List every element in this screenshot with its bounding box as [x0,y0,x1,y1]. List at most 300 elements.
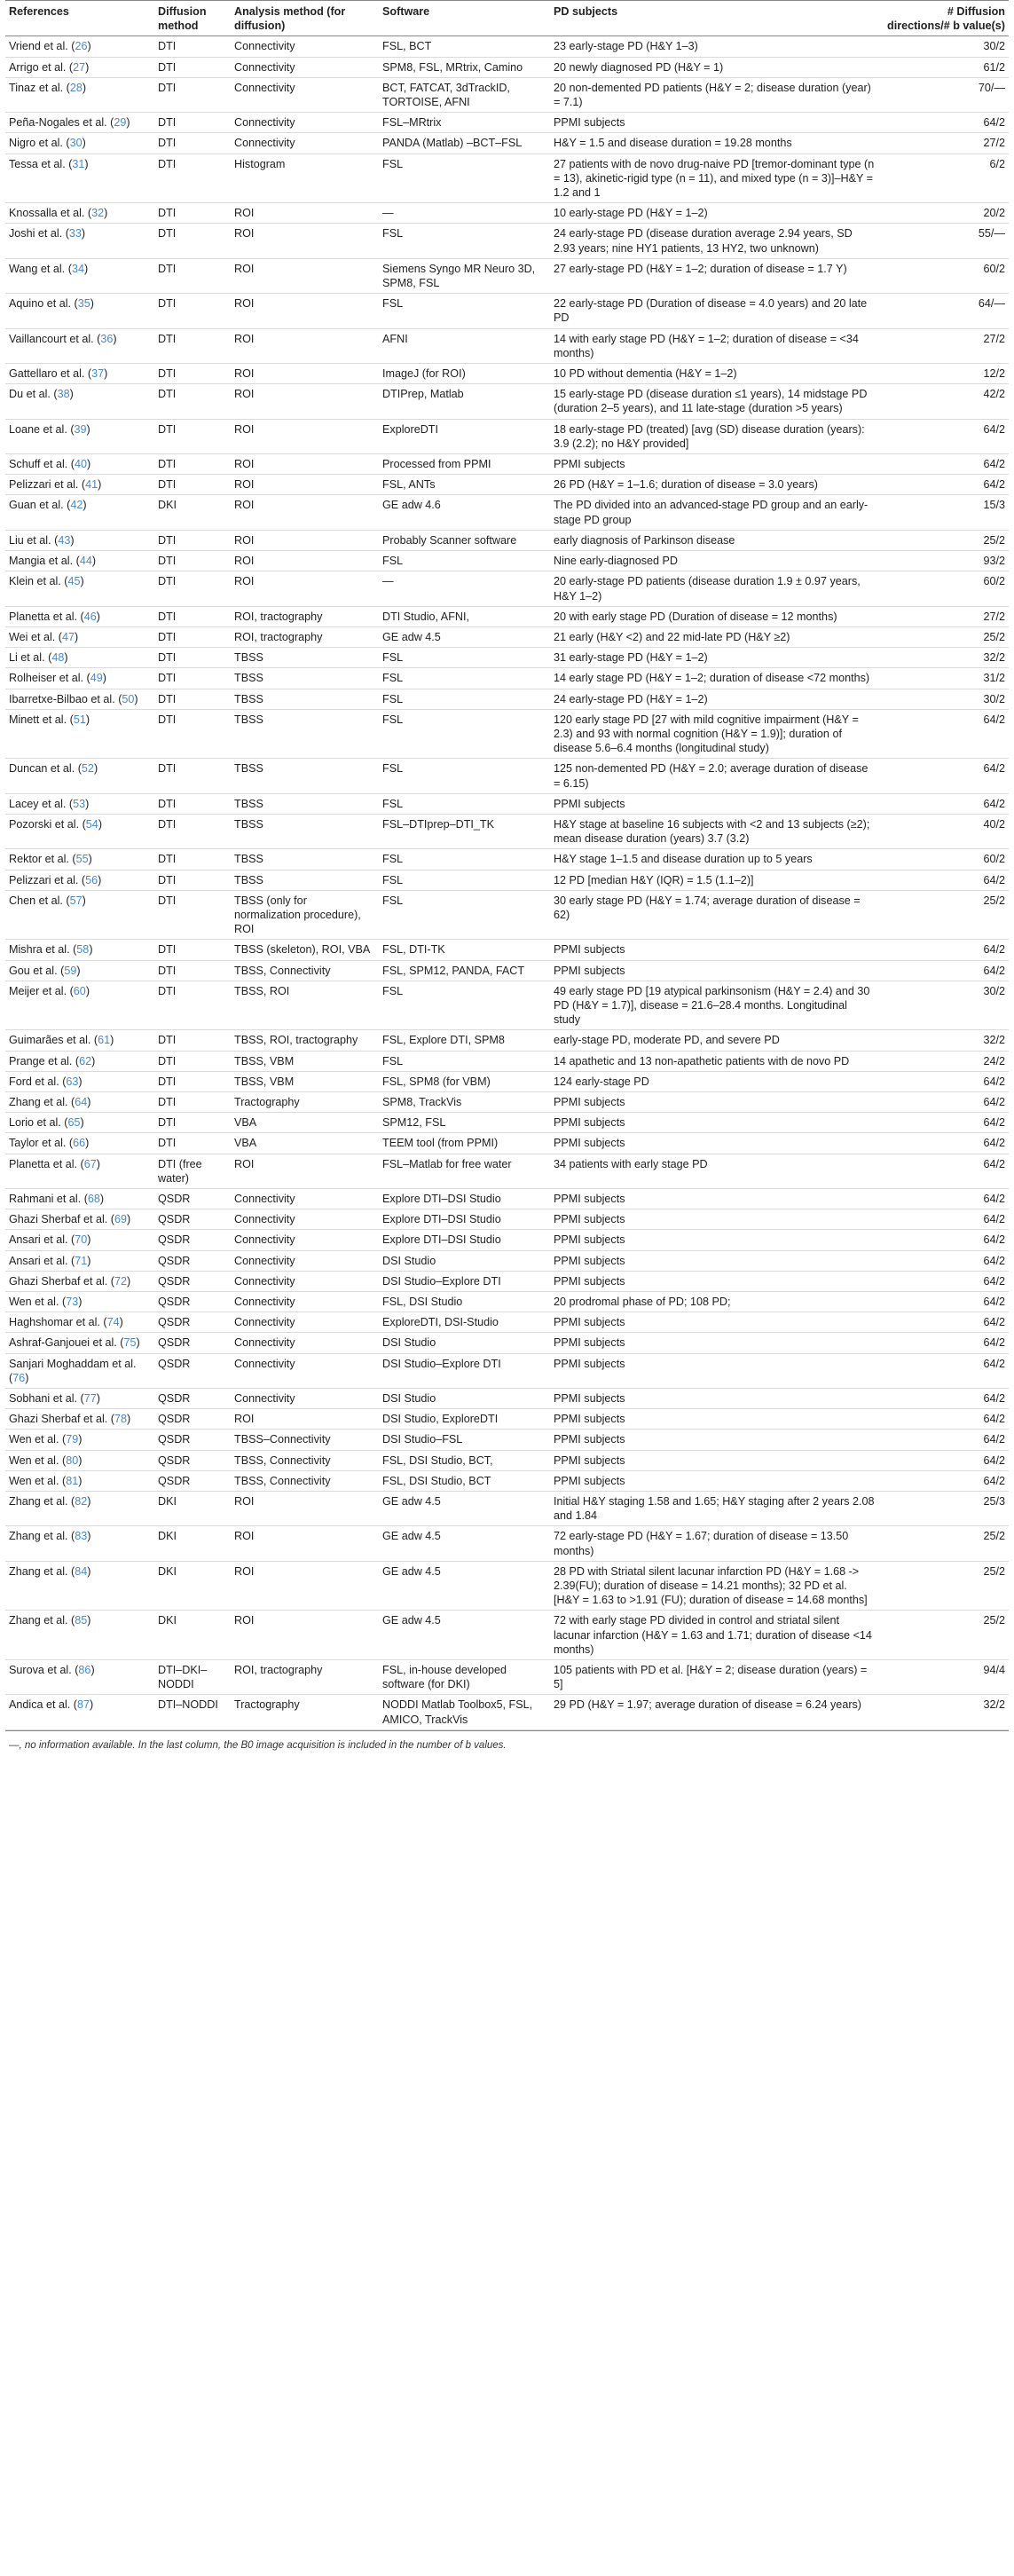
table-row [5,759,1009,793]
reference-author: Sobhani et al. [9,1392,78,1406]
table-row [5,1189,1009,1209]
reference-link[interactable]: 79 [66,1433,79,1446]
cell-analysis-method: TBSS, Connectivity [231,960,379,981]
cell-diffusion-directions: 64/2 [878,1470,1009,1491]
cell-diffusion-directions: 31/2 [878,668,1009,689]
cell-analysis-method: TBSS, Connectivity [231,1470,379,1491]
cell-analysis-method: VBA [231,1133,379,1154]
cell-pd-subjects: 72 with early stage PD divided in control and striatal silent lacunar infarction (H&Y = 1.63 and 1.71; duration of disease <14 months) [550,1611,878,1660]
cell-analysis-method: TBSS [231,759,379,793]
cell-software: FSL [379,1051,550,1071]
table-row [5,1230,1009,1250]
cell-diffusion-method: DTI [154,419,231,453]
table-row [5,133,1009,154]
cell-analysis-method: Connectivity [231,133,379,154]
cell-analysis-method: ROI [231,571,379,606]
cell-analysis-method: Histogram [231,154,379,203]
reference-link[interactable]: 71 [75,1254,88,1267]
reference-link[interactable]: 58 [76,943,90,957]
cell-pd-subjects: 105 patients with PD et al. [H&Y = 2; disease duration (years) = 5] [550,1660,878,1695]
cell-software: FSL, DSI Studio, BCT, [379,1450,550,1470]
cell-reference: Ghazi Sherbaf et al. (72) [5,1271,154,1291]
cell-analysis-method: ROI [231,1611,379,1660]
cell-pd-subjects: PPMI subjects [550,1113,878,1133]
reference-link[interactable]: 70 [75,1233,88,1247]
cell-reference: Lorio et al. (65) [5,1113,154,1133]
cell-analysis-method: Connectivity [231,1189,379,1209]
cell-software: DSI Studio–FSL [379,1430,550,1450]
cell-diffusion-method: DTI [154,154,231,203]
cell-pd-subjects: PPMI subjects [550,940,878,960]
cell-diffusion-method: DTI [154,814,231,848]
cell-diffusion-directions: 60/2 [878,849,1009,870]
reference-link[interactable]: 86 [78,1664,91,1677]
reference-link[interactable]: 35 [77,297,90,311]
cell-analysis-method: Tractography [231,1695,379,1729]
table-row [5,890,1009,940]
cell-pd-subjects: 22 early-stage PD (Duration of disease = 4.0 years) and 20 late PD [550,294,878,328]
cell-software: DSI Studio [379,1333,550,1353]
table-row [5,814,1009,848]
table-row [5,530,1009,550]
cell-diffusion-method: DKI [154,1492,231,1526]
reference-author: Ibarretxe-Bilbao et al. [9,692,115,705]
reference-link[interactable]: 69 [114,1213,128,1226]
cell-pd-subjects: 27 patients with de novo drug-naive PD [tremor-dominant type (n = 13), akinetic-rigid type (n = 11), and mixed type (n = 3)]–H&Y = 1.2 and 1 [550,154,878,203]
reference-author: Du et al. [9,388,51,401]
cell-analysis-method: Connectivity [231,36,379,57]
reference-link[interactable]: 42 [70,499,83,512]
table-footnote: —, no information available. In the last column, the B0 image acquisition is included in the number of b values. [5,1730,1009,1760]
reference-link[interactable]: 60 [73,984,86,997]
cell-diffusion-method: QSDR [154,1209,231,1230]
cell-reference: Andica et al. (87) [5,1695,154,1729]
cell-pd-subjects: PPMI subjects [550,1209,878,1230]
cell-diffusion-directions: 64/2 [878,1292,1009,1312]
cell-diffusion-method: DTI [154,890,231,940]
cell-software: — [379,203,550,224]
cell-software: DTI Studio, AFNI, [379,606,550,626]
cell-analysis-method: ROI [231,454,379,475]
cell-software: Explore DTI–DSI Studio [379,1209,550,1230]
cell-reference: Loane et al. (39) [5,419,154,453]
reference-link[interactable]: 48 [51,651,65,665]
cell-pd-subjects: 120 early stage PD [27 with mild cognitive impairment (H&Y = 2.3) and 93 with normal cognition (H&Y = 1.9)]; duration of disease 5.6–6.4 months (longitudinal study) [550,709,878,759]
cell-pd-subjects: PPMI subjects [550,1271,878,1291]
cell-software: FSL [379,981,550,1030]
cell-diffusion-directions: 70/— [878,77,1009,112]
cell-analysis-method: TBSS, ROI [231,981,379,1030]
reference-link[interactable]: 66 [73,1137,86,1150]
cell-software: FSL [379,294,550,328]
reference-link[interactable]: 50 [122,692,135,705]
cell-diffusion-method: DTI [154,113,231,133]
reference-author: Meijer et al. [9,984,67,997]
reference-link[interactable]: 57 [69,894,83,907]
cell-diffusion-method: DTI [154,1091,231,1112]
reference-link[interactable]: 83 [75,1530,88,1543]
table-row [5,224,1009,258]
table-row [5,709,1009,759]
cell-diffusion-directions: 12/2 [878,364,1009,384]
cell-diffusion-method: QSDR [154,1389,231,1409]
cell-analysis-method: ROI, tractography [231,626,379,647]
header-pd-subjects: PD subjects [550,1,878,36]
reference-link[interactable]: 55 [75,853,89,866]
cell-diffusion-method: DTI [154,57,231,77]
reference-link[interactable]: 63 [66,1075,79,1088]
cell-diffusion-directions: 64/2 [878,1133,1009,1154]
cell-diffusion-directions: 64/2 [878,1250,1009,1271]
table-row [5,648,1009,668]
cell-software: NODDI Matlab Toolbox5, FSL, AMICO, TrackVis [379,1695,550,1729]
reference-author: Lorio et al. [9,1116,61,1130]
cell-analysis-method: Connectivity [231,1271,379,1291]
table-row [5,1030,1009,1051]
cell-analysis-method: ROI [231,1492,379,1526]
table-row [5,1492,1009,1526]
cell-software: ExploreDTI, DSI-Studio [379,1312,550,1333]
cell-analysis-method: Connectivity [231,1230,379,1250]
reference-link[interactable]: 31 [72,157,85,170]
studies-table [5,0,1009,1730]
reference-link[interactable]: 75 [123,1336,137,1350]
reference-author: Ghazi Sherbaf et al. [9,1213,108,1226]
cell-analysis-method: ROI [231,384,379,419]
cell-pd-subjects: 24 early-stage PD (H&Y = 1–2) [550,689,878,709]
reference-link[interactable]: 64 [75,1095,88,1108]
cell-diffusion-method: QSDR [154,1250,231,1271]
cell-reference: Pozorski et al. (54) [5,814,154,848]
table-row [5,258,1009,293]
cell-software: FSL, DSI Studio, BCT [379,1470,550,1491]
cell-diffusion-method: DTI [154,1051,231,1071]
cell-analysis-method: ROI [231,1561,379,1611]
reference-link[interactable]: 52 [81,762,94,776]
reference-link[interactable]: 65 [67,1116,81,1130]
cell-analysis-method: ROI [231,1526,379,1561]
cell-pd-subjects: 10 early-stage PD (H&Y = 1–2) [550,203,878,224]
table-row [5,1695,1009,1729]
cell-analysis-method: TBSS, VBM [231,1071,379,1091]
cell-pd-subjects: PPMI subjects [550,1353,878,1388]
cell-diffusion-method: DTI [154,551,231,571]
table-row [5,1250,1009,1271]
cell-software: FSL, ANTs [379,475,550,495]
cell-diffusion-method: DTI [154,606,231,626]
cell-software: FSL [379,224,550,258]
table-row [5,940,1009,960]
table-row [5,1154,1009,1188]
reference-author: Minett et al. [9,713,67,726]
cell-diffusion-method: DTI [154,77,231,112]
cell-diffusion-directions: 32/2 [878,1695,1009,1729]
cell-software: — [379,571,550,606]
cell-analysis-method: TBSS (skeleton), ROI, VBA [231,940,379,960]
cell-reference: Pelizzari et al. (41) [5,475,154,495]
reference-author: Haghshomar et al. [9,1316,100,1329]
reference-link[interactable]: 68 [87,1193,100,1205]
reference-link[interactable]: 44 [79,555,92,568]
cell-software: Probably Scanner software [379,530,550,550]
reference-link[interactable]: 82 [75,1495,88,1509]
reference-author: Tinaz et al. [9,81,64,94]
cell-diffusion-directions: 64/2 [878,454,1009,475]
reference-link[interactable]: 80 [66,1453,79,1467]
cell-analysis-method: ROI [231,551,379,571]
table-row [5,606,1009,626]
cell-diffusion-directions: 25/2 [878,890,1009,940]
reference-author: Wen et al. [9,1296,59,1309]
reference-link[interactable]: 29 [114,116,127,130]
cell-diffusion-method: QSDR [154,1230,231,1250]
cell-diffusion-method: QSDR [154,1271,231,1291]
cell-diffusion-method: QSDR [154,1312,231,1333]
cell-diffusion-method: DTI [154,530,231,550]
cell-analysis-method: Connectivity [231,1389,379,1409]
reference-link[interactable]: 67 [83,1157,97,1170]
cell-analysis-method: ROI [231,419,379,453]
reference-author: Tessa et al. [9,157,66,170]
reference-link[interactable]: 49 [90,672,103,685]
cell-diffusion-directions: 25/2 [878,530,1009,550]
table-row [5,551,1009,571]
reference-link[interactable]: 32 [91,207,105,220]
reference-author: Vaillancourt et al. [9,332,94,345]
cell-reference: Mangia et al. (44) [5,551,154,571]
cell-software: Explore DTI–DSI Studio [379,1189,550,1209]
cell-diffusion-method: DTI [154,571,231,606]
cell-diffusion-directions: 55/— [878,224,1009,258]
cell-reference: Nigro et al. (30) [5,133,154,154]
cell-software: FSL, SPM12, PANDA, FACT [379,960,550,981]
cell-analysis-method: Connectivity [231,1353,379,1388]
cell-analysis-method: TBSS–Connectivity [231,1430,379,1450]
reference-link[interactable]: 37 [91,367,105,381]
reference-author: Vriend et al. [9,40,68,53]
reference-link[interactable]: 36 [100,332,114,345]
cell-software: FSL, DTI-TK [379,940,550,960]
table-row [5,571,1009,606]
reference-link[interactable]: 74 [106,1316,120,1329]
cell-diffusion-directions: 25/2 [878,1561,1009,1611]
reference-author: Pelizzari et al. [9,873,79,886]
table-row [5,1051,1009,1071]
cell-software: FSL, BCT [379,36,550,57]
cell-pd-subjects: PPMI subjects [550,1133,878,1154]
reference-author: Arrigo et al. [9,60,67,74]
cell-pd-subjects: 15 early-stage PD (disease duration ≤1 years), 14 midstage PD (duration 2–5 years), and 11 late-stage (duration >5 years) [550,384,878,419]
reference-link[interactable]: 77 [83,1392,97,1406]
cell-reference: Rahmani et al. (68) [5,1189,154,1209]
cell-pd-subjects: PPMI subjects [550,1470,878,1491]
cell-software: FSL [379,668,550,689]
reference-link[interactable]: 76 [12,1371,26,1384]
cell-pd-subjects: PPMI subjects [550,1091,878,1112]
cell-reference: Rolheiser et al. (49) [5,668,154,689]
cell-diffusion-method: DTI [154,454,231,475]
reference-link[interactable]: 26 [75,40,88,53]
reference-link[interactable]: 27 [73,60,86,74]
cell-diffusion-directions: 64/2 [878,1353,1009,1388]
cell-software: TEEM tool (from PPMI) [379,1133,550,1154]
cell-reference: Guimarães et al. (61) [5,1030,154,1051]
reference-link[interactable]: 53 [73,797,86,810]
cell-diffusion-directions: 64/2 [878,1389,1009,1409]
reference-link[interactable]: 54 [85,817,98,831]
cell-diffusion-directions: 25/2 [878,1526,1009,1561]
reference-link[interactable]: 38 [57,388,70,401]
cell-diffusion-directions: 30/2 [878,36,1009,57]
reference-author: Zhang et al. [9,1614,68,1627]
reference-link[interactable]: 62 [79,1054,92,1067]
reference-author: Rektor et al. [9,853,69,866]
header-references: References [5,1,154,36]
reference-link[interactable]: 34 [71,262,84,275]
table-row [5,1470,1009,1491]
reference-link[interactable]: 30 [69,137,83,150]
table-row [5,1271,1009,1291]
reference-author: Mangia et al. [9,555,74,568]
cell-diffusion-directions: 64/2 [878,1071,1009,1091]
reference-link[interactable]: 85 [75,1614,88,1627]
cell-reference: Sobhani et al. (77) [5,1389,154,1409]
cell-reference: Wen et al. (81) [5,1470,154,1491]
cell-analysis-method: ROI [231,530,379,550]
reference-link[interactable]: 28 [69,81,83,94]
cell-analysis-method: ROI [231,1409,379,1430]
reference-link[interactable]: 33 [68,227,82,240]
cell-pd-subjects: PPMI subjects [550,1312,878,1333]
cell-reference: Sanjari Moghaddam et al. (76) [5,1353,154,1388]
cell-software: FSL [379,870,550,890]
cell-reference: Wang et al. (34) [5,258,154,293]
reference-link[interactable]: 46 [83,610,97,623]
table-row [5,475,1009,495]
cell-analysis-method: Connectivity [231,1333,379,1353]
cell-reference: Taylor et al. (66) [5,1133,154,1154]
reference-link[interactable]: 40 [74,458,87,471]
reference-author: Zhang et al. [9,1564,68,1578]
cell-pd-subjects: PPMI subjects [550,793,878,814]
cell-reference: Wen et al. (79) [5,1430,154,1450]
cell-diffusion-method: QSDR [154,1450,231,1470]
cell-software: FSL [379,154,550,203]
cell-software: Processed from PPMI [379,454,550,475]
reference-author: Lacey et al. [9,797,67,810]
reference-link[interactable]: 78 [114,1413,128,1426]
cell-diffusion-directions: 27/2 [878,328,1009,363]
cell-diffusion-directions: 60/2 [878,571,1009,606]
table-row [5,57,1009,77]
reference-link[interactable]: 87 [77,1698,90,1712]
reference-link[interactable]: 84 [75,1564,88,1578]
cell-reference: Knossalla et al. (32) [5,203,154,224]
table-row [5,384,1009,419]
cell-diffusion-method: QSDR [154,1430,231,1450]
reference-author: Wen et al. [9,1474,59,1487]
cell-analysis-method: ROI [231,224,379,258]
cell-reference: Wen et al. (73) [5,1292,154,1312]
reference-link[interactable]: 61 [98,1034,111,1047]
reference-author: Gattellaro et al. [9,367,85,381]
cell-reference: Lacey et al. (53) [5,793,154,814]
cell-diffusion-method: DTI [154,709,231,759]
cell-diffusion-method: QSDR [154,1189,231,1209]
cell-software: FSL, DSI Studio [379,1292,550,1312]
cell-software: GE adw 4.5 [379,1611,550,1660]
cell-pd-subjects: 31 early-stage PD (H&Y = 1–2) [550,648,878,668]
cell-pd-subjects: 30 early stage PD (H&Y = 1.74; average duration of disease = 62) [550,890,878,940]
reference-link[interactable]: 51 [73,713,86,726]
cell-diffusion-directions: 32/2 [878,648,1009,668]
cell-diffusion-directions: 64/2 [878,1189,1009,1209]
cell-pd-subjects: 10 PD without dementia (H&Y = 1–2) [550,364,878,384]
cell-diffusion-method: DTI [154,475,231,495]
cell-diffusion-directions: 64/2 [878,1113,1009,1133]
reference-link[interactable]: 41 [85,478,98,492]
cell-reference: Guan et al. (42) [5,495,154,530]
cell-diffusion-directions: 64/2 [878,1450,1009,1470]
reference-link[interactable]: 59 [64,964,77,977]
cell-diffusion-directions: 24/2 [878,1051,1009,1071]
cell-diffusion-method: DTI [154,689,231,709]
reference-author: Rahmani et al. [9,1193,82,1205]
table-header-row [5,1,1009,36]
cell-pd-subjects: PPMI subjects [550,1430,878,1450]
cell-diffusion-method: DTI [154,224,231,258]
cell-diffusion-method: DTI [154,36,231,57]
reference-link[interactable]: 56 [85,873,98,886]
cell-diffusion-directions: 64/2 [878,870,1009,890]
table-row [5,793,1009,814]
cell-software: FSL [379,849,550,870]
reference-link[interactable]: 45 [67,575,81,588]
cell-reference: Vriend et al. (26) [5,36,154,57]
reference-link[interactable]: 81 [66,1474,79,1487]
reference-author: Planetta et al. [9,1157,78,1170]
cell-reference: Klein et al. (45) [5,571,154,606]
cell-pd-subjects: early diagnosis of Parkinson disease [550,530,878,550]
reference-link[interactable]: 47 [61,630,75,643]
cell-diffusion-directions: 64/2 [878,1312,1009,1333]
cell-diffusion-method: DTI [154,294,231,328]
header-diffusion-method: Diffusion method [154,1,231,36]
table-row [5,870,1009,890]
cell-analysis-method: TBSS [231,668,379,689]
header-software: Software [379,1,550,36]
cell-reference: Minett et al. (51) [5,709,154,759]
table-row [5,689,1009,709]
reference-author: Ghazi Sherbaf et al. [9,1413,108,1426]
cell-reference: Aquino et al. (35) [5,294,154,328]
reference-author: Schuff et al. [9,458,68,471]
reference-link[interactable]: 73 [66,1296,79,1309]
cell-diffusion-method: DTI (free water) [154,1154,231,1188]
cell-pd-subjects: 28 PD with Striatal silent lacunar infarction PD (H&Y = 1.68 -> 2.39(FU); duration of disease = 14.21 months); 32 PD et al. [H&Y = 1.63 to >1.91 (FU); duration of disease = 14.68 months] [550,1561,878,1611]
cell-analysis-method: ROI [231,364,379,384]
cell-software: FSL, SPM8 (for VBM) [379,1071,550,1091]
cell-reference: Wen et al. (80) [5,1450,154,1470]
cell-analysis-method: ROI [231,475,379,495]
cell-software: FSL [379,551,550,571]
table-row [5,1389,1009,1409]
reference-link[interactable]: 39 [74,422,87,436]
reference-link[interactable]: 72 [114,1274,128,1288]
cell-pd-subjects: PPMI subjects [550,1189,878,1209]
reference-link[interactable]: 43 [58,533,71,547]
cell-diffusion-method: DTI [154,364,231,384]
